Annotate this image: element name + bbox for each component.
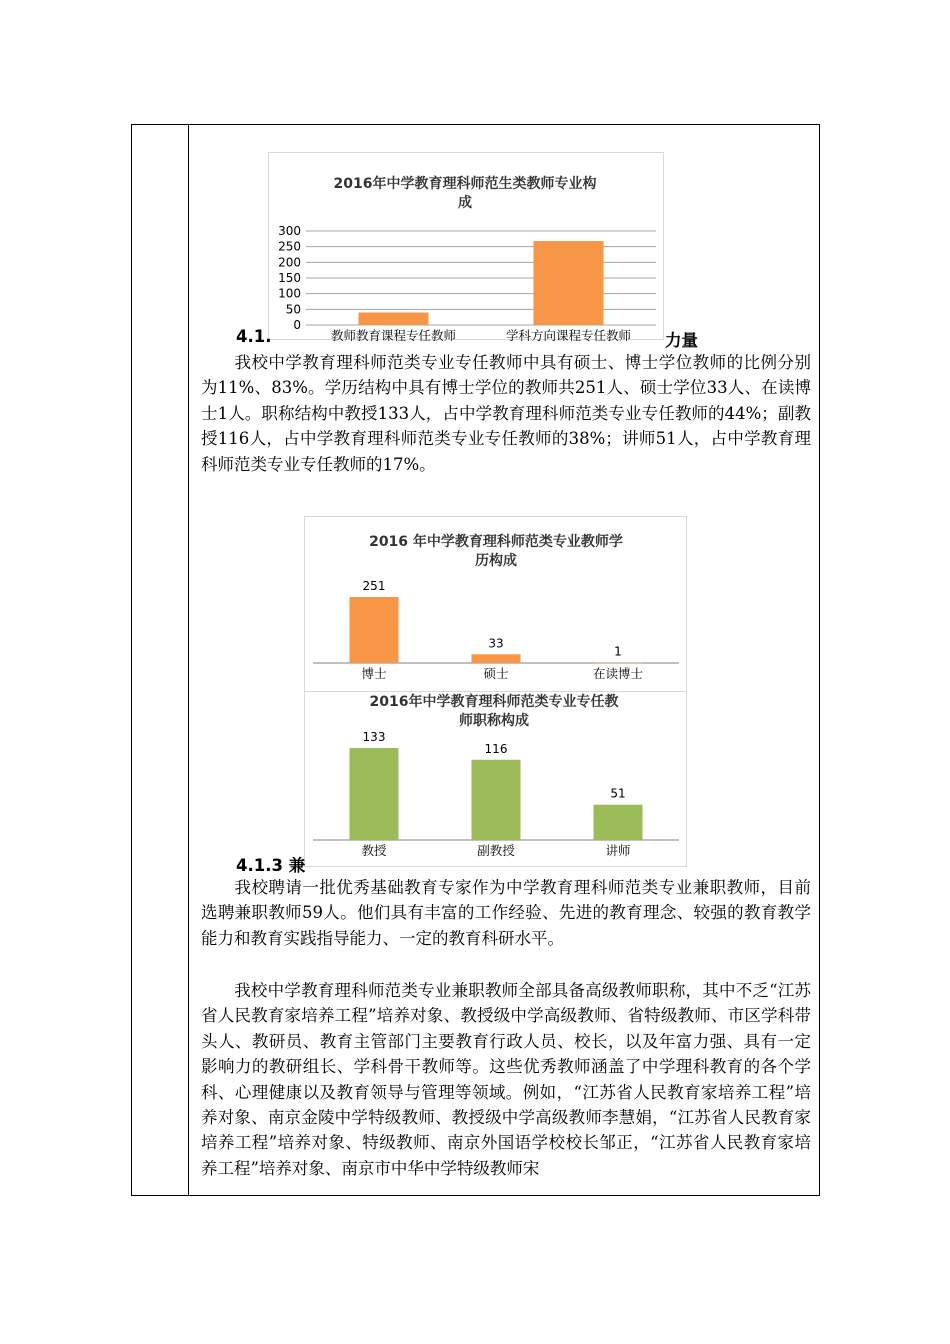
chart-major-composition	[268, 152, 664, 340]
chart-title-composition	[304, 691, 687, 867]
chart-title: 2016年中学教育理科师范生类教师专业构	[333, 176, 597, 192]
bar	[594, 805, 643, 840]
heading-4-1-2-tail: 力量	[665, 331, 698, 350]
paragraph-parttime-titles	[201, 978, 811, 1181]
chart-title-composition-svg	[305, 692, 688, 868]
chart-title: 2016 年中学教育理科师范类专业教师学	[369, 534, 623, 550]
chart-title: 师职称构成	[459, 713, 529, 729]
y-tick-label: 50	[285, 302, 301, 317]
data-label: 33	[488, 636, 504, 651]
x-category-label: 教师教育课程专任教师	[330, 328, 457, 341]
bar	[350, 597, 399, 663]
y-tick-label: 250	[278, 239, 301, 254]
bar	[534, 241, 604, 325]
paragraph-teacher-degrees-text: 我校中学教育理科师范类专业专任教师中具有硕士、博士学位教师的比例分别为11%、83%。学历结构中具有博士学位的教师共251人、硕士学位33人、在读博士1人。职称结构中教授133人，占中学教育理科师范类专业专任教师的44%；副教授116人，占中学教育理科师范类专业专任教师的38%；讲师51人，占中学教育理科师范类专业专任教师的17%。	[201, 353, 811, 474]
chart-title: 历构成	[475, 553, 517, 569]
bar	[472, 654, 521, 663]
x-category-label: 讲师	[605, 843, 631, 858]
x-category-label: 在读博士	[592, 666, 644, 681]
paragraph-parttime-titles-text: 我校中学教育理科师范类专业兼职教师全部具备高级教师职称，其中不乏“江苏省人民教育家培养工程”培养对象、教授级中学高级教师、省特级教师、市区学科带头人、教研员、教育主管部门主要教育行政人员、校长，以及年富力强、具有一定影响力的教研组长、学科骨干教师等。这些优秀教师涵盖了中学理科教育的各个学科、心理健康以及教育领导与管理等领域。例如，“江苏省人民教育家培养工程”培养对象、南京金陵中学特级教师、教授级中学高级教师李慧娟，“江苏省人民教育家培养工程”培养对象、特级教师、南京外国语学校校长邹正，“江苏省人民教育家培养工程”培养对象、南京市中华中学特级教师宋	[201, 981, 811, 1178]
bar	[594, 663, 643, 664]
data-label: 1	[614, 644, 622, 659]
x-category-label: 副教授	[477, 843, 515, 858]
heading-4-1-3: 4.1.3 兼	[236, 856, 306, 875]
data-label: 51	[610, 786, 626, 801]
y-tick-label: 200	[278, 255, 301, 270]
heading-4-1-2-start: 4.1.	[236, 327, 272, 346]
chart-title: 2016年中学教育理科师范类专业专任教	[369, 694, 619, 710]
chart-degree-composition-svg	[305, 517, 688, 693]
paragraph-parttime-teachers	[201, 875, 811, 951]
data-label: 133	[362, 730, 386, 744]
table-column-divider	[188, 124, 189, 1196]
chart-major-composition-svg	[269, 153, 665, 341]
chart-title: 成	[458, 195, 472, 211]
y-tick-label: 100	[278, 286, 301, 301]
y-tick-label: 300	[278, 224, 301, 238]
x-category-label: 学科方向课程专任教师	[505, 328, 632, 341]
bar	[359, 312, 429, 325]
bar	[472, 760, 521, 840]
x-category-label: 硕士	[483, 666, 509, 681]
chart-degree-composition	[304, 516, 687, 692]
data-label: 251	[362, 579, 386, 593]
paragraph-parttime-teachers-text: 我校聘请一批优秀基础教育专家作为中学教育理科师范类专业兼职教师，目前选聘兼职教师59人。他们具有丰富的工作经验、先进的教育理念、较强的教育教学能力和教育实践指导能力、一定的教育科研水平。	[201, 878, 811, 948]
paragraph-teacher-degrees	[201, 350, 811, 477]
bar	[350, 748, 399, 840]
data-label: 116	[484, 741, 508, 756]
y-tick-label: 150	[278, 271, 301, 285]
x-category-label: 博士	[361, 666, 387, 681]
y-tick-label: 0	[293, 318, 301, 332]
x-category-label: 教授	[361, 843, 387, 858]
